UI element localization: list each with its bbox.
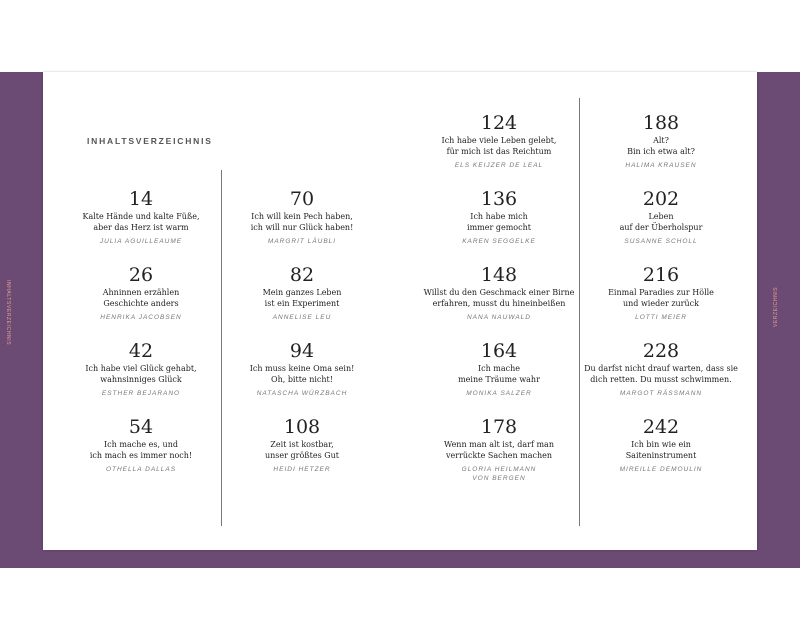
toc-entry[interactable] xyxy=(56,188,226,246)
entry-author: MIREILLE DEMOULIN xyxy=(619,466,703,473)
entry-title: Ich habe viele Leben gelebt, für mich ist das Reichtum xyxy=(441,136,557,156)
entry-page-number: 216 xyxy=(642,264,680,286)
entry-page-number: 178 xyxy=(480,416,518,438)
toc-entry[interactable] xyxy=(576,416,746,474)
entry-title: Ich mache meine Träume wahr xyxy=(458,364,540,384)
toc-entry[interactable] xyxy=(414,264,584,322)
entry-author: SUSANNE SCHOLL xyxy=(624,238,698,245)
entry-author: MARGRIT LÄUBLI xyxy=(267,238,337,245)
entry-page-number: 108 xyxy=(283,416,321,438)
entry-page-number: 124 xyxy=(480,112,518,134)
toc-entry[interactable] xyxy=(56,264,226,322)
entry-author: HALIMA KRAUSEN xyxy=(625,162,697,169)
entry-page-number: 54 xyxy=(128,416,154,438)
toc-entry[interactable] xyxy=(56,416,226,474)
entry-author: MARGOT RÄSSMANN xyxy=(619,390,703,397)
entry-author: NATASCHA WÜRZBACH xyxy=(256,390,348,397)
entry-title: Wenn man alt ist, darf man verrückte Sachen machen xyxy=(444,440,554,460)
entry-title: Zeit ist kostbar, unser größtes Gut xyxy=(265,440,339,460)
entry-author: ELS KEIJZER DE LEAL xyxy=(454,162,544,169)
toc-entry[interactable] xyxy=(56,340,226,398)
toc-entry[interactable] xyxy=(576,264,746,322)
entry-page-number: 136 xyxy=(480,188,518,210)
left-spine-label: INHALTSVERZEICHNIS xyxy=(5,280,11,346)
toc-entry[interactable] xyxy=(576,340,746,398)
entry-author: ESTHER BEJARANO xyxy=(101,390,181,397)
entry-author: HENRIKA JACOBSEN xyxy=(100,314,182,321)
entry-page-number: 164 xyxy=(480,340,518,362)
entry-page-number: 228 xyxy=(642,340,680,362)
entry-title: Du darfst nicht drauf warten, dass sie dich retten. Du musst schwimmen. xyxy=(584,364,738,384)
toc-entry[interactable] xyxy=(414,188,584,246)
entry-title: Alt? Bin ich etwa alt? xyxy=(627,136,695,156)
toc-entry[interactable] xyxy=(576,188,746,246)
entry-author: HEIDI HETZER xyxy=(273,466,331,473)
toc-entry[interactable] xyxy=(414,112,584,170)
entry-author: NANA NAUWALD xyxy=(466,314,531,321)
entry-title: Ich muss keine Oma sein! Oh, bitte nicht! xyxy=(249,364,355,384)
entry-page-number: 26 xyxy=(128,264,154,286)
toc-entry[interactable] xyxy=(414,340,584,398)
entry-title: Ich habe mich immer gemocht xyxy=(467,212,531,232)
entry-author: GLORIA HEILMANN VON BERGEN xyxy=(461,466,537,482)
entry-title: Ich bin wie ein Saiteninstrument xyxy=(625,440,697,460)
entry-title: Mein ganzes Leben ist ein Experiment xyxy=(262,288,342,308)
entry-author: OTHELLA DALLAS xyxy=(105,466,177,473)
entry-title: Ich will kein Pech haben, ich will nur Glück haben! xyxy=(250,212,354,232)
toc-entry[interactable] xyxy=(414,416,584,483)
entry-title: Leben auf der Überholspur xyxy=(619,212,703,232)
entry-page-number: 188 xyxy=(642,112,680,134)
entry-author: JULIA AGUILLEAUME xyxy=(99,238,183,245)
entry-page-number: 42 xyxy=(128,340,154,362)
entry-title: Ich mache es, und ich mach es immer noch! xyxy=(89,440,193,460)
entry-page-number: 94 xyxy=(289,340,315,362)
entry-title: Willst du den Geschmack einer Birne erfahren, musst du hineinbeißen xyxy=(423,288,575,308)
toc-heading: INHALTSVERZEICHNIS xyxy=(87,136,213,146)
entry-page-number: 14 xyxy=(128,188,154,210)
toc-entry[interactable] xyxy=(217,264,387,322)
toc-entry[interactable] xyxy=(217,340,387,398)
entry-author: KAREN SEGGELKE xyxy=(462,238,536,245)
right-spine-label: VERZEICHNIS xyxy=(773,286,779,327)
entry-author: ANNELISE LEU xyxy=(272,314,332,321)
entry-page-number: 70 xyxy=(289,188,315,210)
entry-title: Ahninnen erzählen Geschichte anders xyxy=(102,288,180,308)
entry-title: Ich habe viel Glück gehabt, wahnsinniges Glück xyxy=(85,364,197,384)
toc-entry[interactable] xyxy=(217,188,387,246)
entry-page-number: 82 xyxy=(289,264,315,286)
entry-title: Einmal Paradies zur Hölle und wieder zurück xyxy=(608,288,714,308)
entry-title: Kalte Hände und kalte Füße, aber das Herz ist warm xyxy=(82,212,200,232)
entry-author: MONIKA SALZER xyxy=(466,390,532,397)
toc-entry[interactable] xyxy=(217,416,387,474)
entry-author: LOTTI MEIER xyxy=(635,314,687,321)
entry-page-number: 242 xyxy=(642,416,680,438)
entry-page-number: 202 xyxy=(642,188,680,210)
toc-entry[interactable] xyxy=(576,112,746,170)
entry-page-number: 148 xyxy=(480,264,518,286)
